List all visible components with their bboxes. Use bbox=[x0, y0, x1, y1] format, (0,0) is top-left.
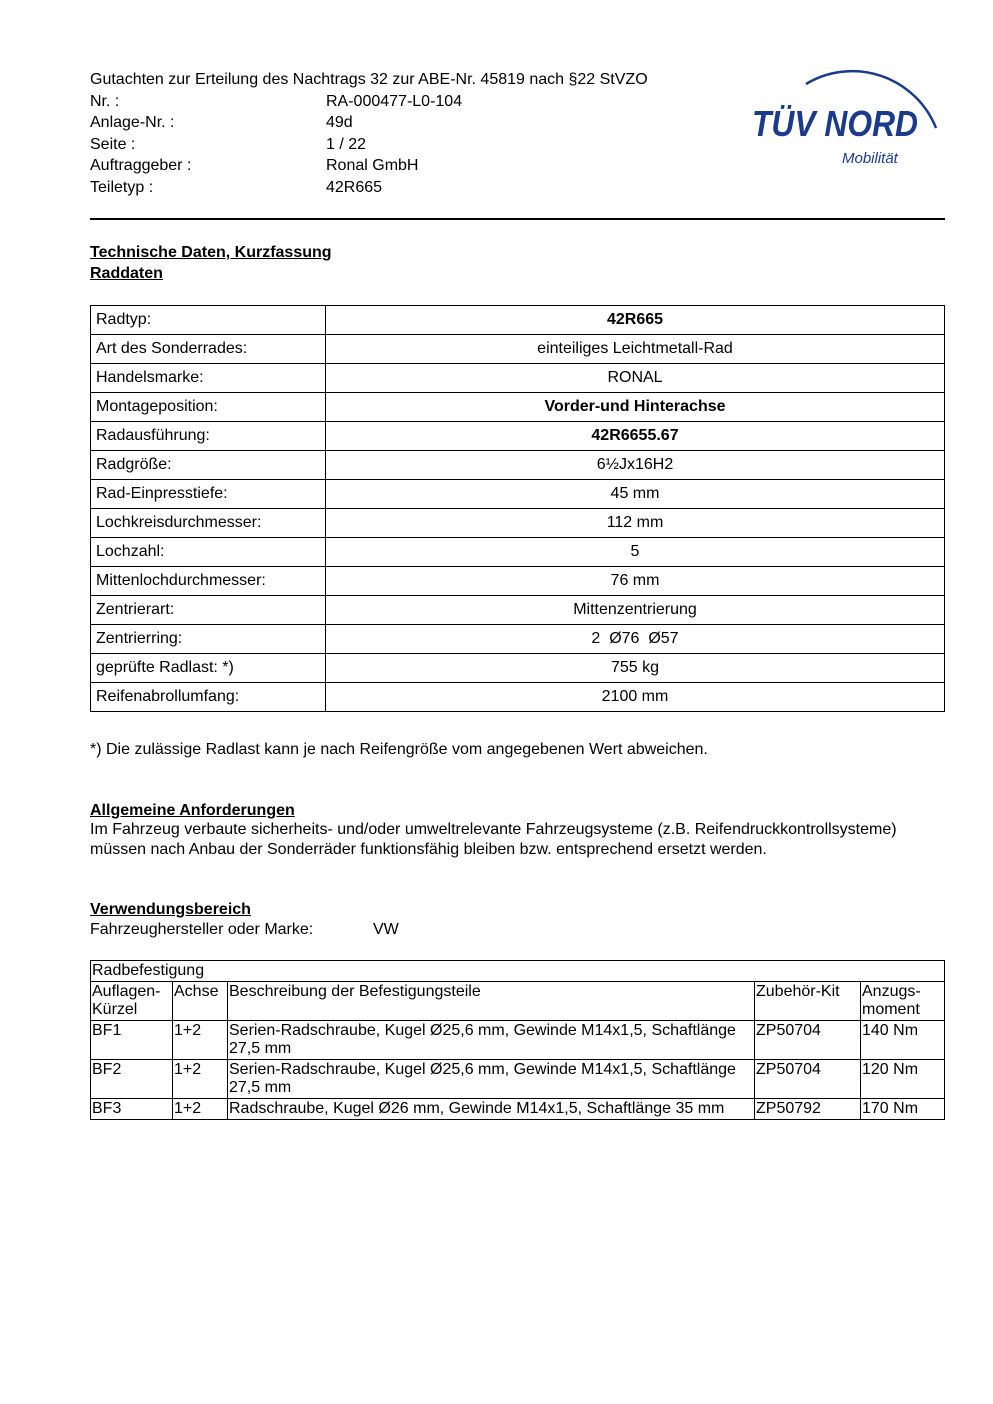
fastening-table bbox=[90, 960, 945, 1120]
header-row bbox=[90, 91, 590, 112]
column-header: Anzugs-moment bbox=[861, 982, 945, 1021]
header-row bbox=[90, 177, 590, 198]
row-value: 42R6655.67 bbox=[326, 422, 945, 451]
table-cell: Serien-Radschraube, Kugel Ø25,6 mm, Gewinde M14x1,5, Schaftlänge 27,5 mm bbox=[228, 1021, 755, 1060]
row-value: Mittenzentrierung bbox=[326, 596, 945, 625]
table-row bbox=[91, 393, 945, 422]
header-info bbox=[90, 91, 590, 198]
table-cell: ZP50704 bbox=[755, 1060, 861, 1099]
table-cell: 1+2 bbox=[173, 1099, 228, 1120]
header-row bbox=[90, 155, 590, 176]
table-row bbox=[91, 567, 945, 596]
header-label: Teiletyp : bbox=[90, 178, 154, 196]
table-row bbox=[91, 480, 945, 509]
header-divider bbox=[90, 218, 945, 220]
report-title: Gutachten zur Erteilung des Nachtrags 32 zur ABE-Nr. 45819 nach §22 StVZO bbox=[90, 71, 648, 88]
header-value: 1 / 22 bbox=[326, 135, 367, 153]
row-value: 112 mm bbox=[326, 509, 945, 538]
table-row bbox=[91, 654, 945, 683]
usage-line bbox=[90, 920, 399, 940]
row-label: Lochkreisdurchmesser: bbox=[91, 509, 326, 538]
row-label: Lochzahl: bbox=[91, 538, 326, 567]
wheel-load-note: *) Die zulässige Radlast kann je nach Reifengröße vom angegebenen Wert abweichen. bbox=[90, 741, 708, 758]
row-label: Art des Sonderrades: bbox=[91, 335, 326, 364]
table-cell: BF2 bbox=[91, 1060, 173, 1099]
header-value: 49d bbox=[326, 114, 353, 132]
row-value: 755 kg bbox=[326, 654, 945, 683]
row-value: 6½Jx16H2 bbox=[326, 451, 945, 480]
header-value: 42R665 bbox=[326, 178, 383, 196]
header-row bbox=[90, 112, 590, 133]
row-label: Handelsmarke: bbox=[91, 364, 326, 393]
row-label: Radgröße: bbox=[91, 451, 326, 480]
tuv-nord-logo bbox=[748, 46, 948, 171]
column-header: Beschreibung der Befestigungsteile bbox=[228, 982, 755, 1021]
row-label: Rad-Einpresstiefe: bbox=[91, 480, 326, 509]
header-label: Anlage-Nr. : bbox=[90, 114, 175, 132]
row-label: Zentrierart: bbox=[91, 596, 326, 625]
column-header: Achse bbox=[173, 982, 228, 1021]
usage-label: Fahrzeughersteller oder Marke: bbox=[90, 921, 314, 938]
table-row bbox=[91, 1060, 945, 1099]
row-label: Mittenlochdurchmesser: bbox=[91, 567, 326, 596]
row-label: Radausführung: bbox=[91, 422, 326, 451]
column-header: Auflagen-Kürzel bbox=[91, 982, 173, 1021]
header-label: Seite : bbox=[90, 135, 136, 153]
table-row bbox=[91, 364, 945, 393]
table-row bbox=[91, 509, 945, 538]
fastening-title: Radbefestigung bbox=[91, 961, 945, 982]
section-heading-general: Allgemeine Anforderungen bbox=[90, 802, 295, 819]
table-row bbox=[91, 422, 945, 451]
table-row bbox=[91, 596, 945, 625]
row-label: Reifenabrollumfang: bbox=[91, 683, 326, 712]
row-value: 76 mm bbox=[326, 567, 945, 596]
table-cell: 140 Nm bbox=[861, 1021, 945, 1060]
table-cell: 1+2 bbox=[173, 1021, 228, 1060]
table-row bbox=[91, 538, 945, 567]
row-value: 45 mm bbox=[326, 480, 945, 509]
section-heading-technical: Technische Daten, Kurzfassung bbox=[90, 244, 332, 261]
wheel-data-table bbox=[90, 305, 945, 712]
table-title-row bbox=[91, 961, 945, 982]
row-value: 42R665 bbox=[326, 306, 945, 335]
logo-brand: TÜV NORD bbox=[752, 103, 918, 144]
row-label: geprüfte Radlast: *) bbox=[91, 654, 326, 683]
table-row bbox=[91, 306, 945, 335]
table-row bbox=[91, 625, 945, 654]
table-header-row bbox=[91, 982, 945, 1021]
table-cell: 1+2 bbox=[173, 1060, 228, 1099]
row-label: Zentrierring: bbox=[91, 625, 326, 654]
section-heading-raddaten: Raddaten bbox=[90, 265, 163, 282]
table-row bbox=[91, 451, 945, 480]
table-row bbox=[91, 335, 945, 364]
table-cell: BF1 bbox=[91, 1021, 173, 1060]
header-row bbox=[90, 134, 590, 155]
header-value: RA-000477-L0-104 bbox=[326, 93, 463, 110]
general-requirements-text: Im Fahrzeug verbaute sicherheits- und/oder umweltrelevante Fahrzeugsysteme (z.B. Reifendruckkontrollsysteme) müssen nach Anbau der Sonderräder funktionsfähig bleiben bzw. entsprechend ersetzt werden. bbox=[90, 821, 897, 858]
row-value: 5 bbox=[326, 538, 945, 567]
row-label: Montageposition: bbox=[91, 393, 326, 422]
header-label: Auftraggeber : bbox=[90, 157, 192, 175]
table-cell: 120 Nm bbox=[861, 1060, 945, 1099]
table-cell: BF3 bbox=[91, 1099, 173, 1120]
row-value: RONAL bbox=[326, 364, 945, 393]
table-cell: Radschraube, Kugel Ø26 mm, Gewinde M14x1,5, Schaftlänge 35 mm bbox=[228, 1099, 755, 1120]
row-value: einteiliges Leichtmetall-Rad bbox=[326, 335, 945, 364]
table-row bbox=[91, 683, 945, 712]
column-header: Zubehör-Kit bbox=[755, 982, 861, 1021]
row-value: Vorder-und Hinterachse bbox=[326, 393, 945, 422]
table-row bbox=[91, 1099, 945, 1120]
logo-sub: Mobilität bbox=[842, 150, 898, 167]
header-value: Ronal GmbH bbox=[326, 157, 419, 175]
table-cell: Serien-Radschraube, Kugel Ø25,6 mm, Gewinde M14x1,5, Schaftlänge 27,5 mm bbox=[228, 1060, 755, 1099]
table-cell: 170 Nm bbox=[861, 1099, 945, 1120]
row-value: 2 Ø76 Ø57 bbox=[326, 625, 945, 654]
table-cell: ZP50792 bbox=[755, 1099, 861, 1120]
section-heading-usage: Verwendungsbereich bbox=[90, 901, 251, 918]
table-row bbox=[91, 1021, 945, 1060]
row-label: Radtyp: bbox=[91, 306, 326, 335]
row-value: 2100 mm bbox=[326, 683, 945, 712]
header-label: Nr. : bbox=[90, 93, 120, 110]
usage-value: VW bbox=[373, 921, 399, 938]
table-cell: ZP50704 bbox=[755, 1021, 861, 1060]
